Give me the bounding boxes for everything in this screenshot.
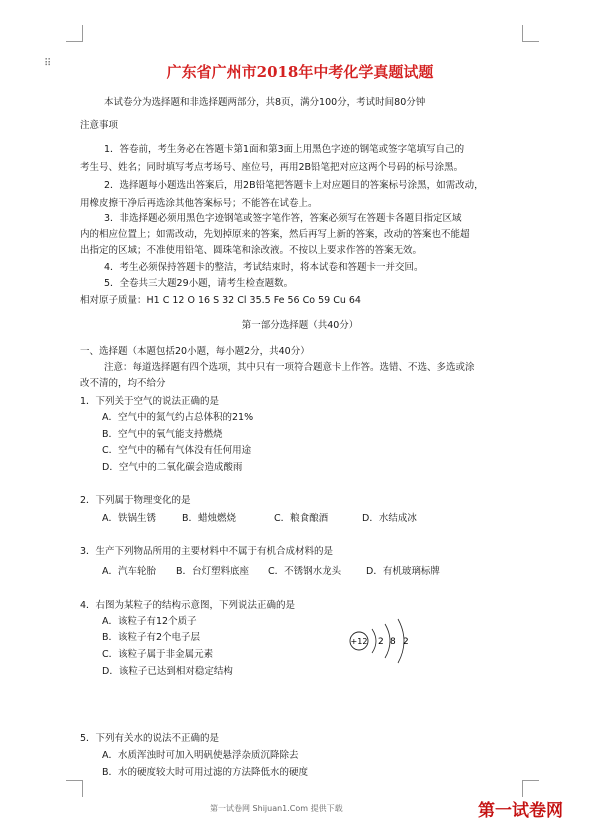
section1-heading: 一、选择题（本题包括20小题，每小题2分，共40分） <box>80 346 310 357</box>
note-line: 考生号、姓名；同时填写考点考场号、座位号，再用2B铅笔把对应这两个号码的标号涂黑。 <box>80 162 464 173</box>
note-line: 1．答卷前，考生务必在答题卡第1面和第3面上用黑色字迹的钢笔或签字笔填写自己的 <box>104 144 465 155</box>
question-2-options <box>102 513 417 525</box>
note-line: 内的相应位置上；如需改动，先划掉原来的答案，然后再写上新的答案，改动的答案也不能超 <box>80 229 470 240</box>
note-line: 出指定的区域；不准使用铅笔、圆珠笔和涂改液。不按以上要求作答的答案无效。 <box>80 245 423 256</box>
question-2-option-b: B．蜡烛燃烧 <box>182 513 237 524</box>
question-4-option-d: D．该粒子已达到相对稳定结构 <box>102 666 233 677</box>
shell-electron-count: 8 <box>390 637 396 647</box>
question-2-stem: 2．下列属于物理变化的是 <box>80 495 191 506</box>
question-3-option-b: B．台灯塑料底座 <box>176 566 250 577</box>
nucleus-charge: +12 <box>350 637 368 646</box>
question-2-option-a: A．铁锅生锈 <box>102 513 156 524</box>
crop-mark-top-right <box>522 25 539 42</box>
question-3-option-a: A．汽车轮胎 <box>102 566 156 577</box>
question-1-option-a: A．空气中的氮气约占总体积的21% <box>102 412 254 423</box>
question-2-option-d: D．水结成冰 <box>362 513 417 524</box>
question-3-option-d: D．有机玻璃标牌 <box>366 566 440 577</box>
shell-electron-count: 2 <box>378 637 384 647</box>
section1-note: 注意：每道选择题有四个选项，其中只有一项符合题意卡上作答。选错、不选、多选或涂 <box>104 362 475 373</box>
note-line: 3．非选择题必须用黑色字迹钢笔或签字笔作答，答案必须写在答题卡各题目指定区域 <box>104 213 462 224</box>
note-line: 4．考生必须保持答题卡的整洁，考试结束时，将本试卷和答题卡一并交回。 <box>104 262 424 273</box>
question-5-option-b: B．水的硬度较大时可用过滤的方法降低水的硬度 <box>102 767 309 778</box>
question-1-stem: 1．下列关于空气的说法正确的是 <box>80 396 220 407</box>
crop-mark-bottom-left <box>66 780 83 797</box>
note-line: 2．选择题每小题选出答案后，用2B铅笔把答题卡上对应题目的答案标号涂黑，如需改动， <box>104 180 484 191</box>
page-footer: 第一试卷网 Shijuan1.Com 提供下载 <box>210 804 343 813</box>
question-4-stem: 4．右图为某粒子的结构示意图，下列说法正确的是 <box>80 600 296 611</box>
question-5-stem: 5．下列有关水的说法不正确的是 <box>80 733 220 744</box>
electron-shell-arc <box>372 629 376 653</box>
shell-electron-count: 2 <box>403 637 409 647</box>
question-4-option-c: C．该粒子属于非金属元素 <box>102 649 214 660</box>
question-3-option-c: C．不锈钢水龙头 <box>268 566 342 577</box>
crop-mark-top-left <box>66 25 83 42</box>
drag-handle-icon[interactable]: ⠿ <box>44 58 53 69</box>
crop-mark-bottom-right <box>522 780 539 797</box>
question-2-option-c: C．粮食酿酒 <box>274 513 329 524</box>
note-line: 用橡皮擦干净后再选涂其他答案标号；不能答在试卷上。 <box>80 198 318 209</box>
question-4-option-b: B．该粒子有2个电子层 <box>102 632 201 643</box>
question-1-option-d: D．空气中的二氧化碳会造成酸雨 <box>102 462 243 473</box>
question-1-option-b: B．空气中的氧气能支持燃烧 <box>102 429 223 440</box>
question-3-stem: 3．生产下列物品所用的主要材料中不属于有机合成材料的是 <box>80 546 334 557</box>
question-1-option-c: C．空气中的稀有气体没有任何用途 <box>102 445 252 456</box>
section1-note: 改不清的，均不给分 <box>80 378 166 389</box>
atomic-masses: 相对原子质量：H1 C 12 O 16 S 32 Cl 35.5 Fe 56 Co 59 Cu 64 <box>80 295 361 306</box>
atom-structure-diagram <box>348 616 438 666</box>
intro-text: 本试卷分为选择题和非选择题两部分，共8页，满分100分，考试时间80分钟 <box>104 97 426 108</box>
part1-heading: 第一部分选择题（共40分） <box>241 320 359 331</box>
question-3-options <box>102 566 440 578</box>
notice-heading: 注意事项 <box>80 120 119 131</box>
question-5-option-a: A．水质浑浊时可加入明矾使悬浮杂质沉降除去 <box>102 750 299 761</box>
note-line: 5．全卷共三大题29小题，请考生检查题数。 <box>104 278 294 289</box>
watermark-logo: 第一试卷网 <box>478 801 563 821</box>
document-title: 广东省广州市2018年中考化学真题试题 <box>166 63 434 81</box>
question-4-option-a: A．该粒子有12个质子 <box>102 616 197 627</box>
